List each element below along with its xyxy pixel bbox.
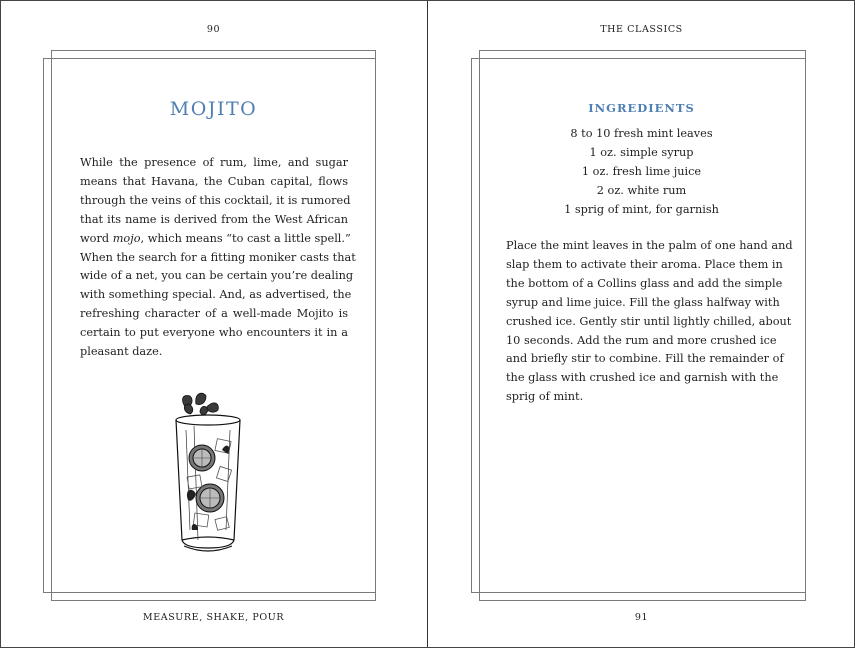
ingredient-item: 8 to 10 fresh mint leaves [570,127,713,140]
paragraph-line: crushed ice. Gently stir until lightly chilled, about [506,314,792,328]
paragraph-line: Place the mint leaves in the palm of one hand and [506,239,793,252]
paragraph-line: When the search for a fitting moniker casts that [80,250,356,264]
paragraph-line: pleasant daze. [80,345,163,359]
italic-word: mojo [112,231,141,245]
paragraph-line: and briefly stir to combine. Fill the remainder of [506,352,784,366]
paragraph-line: that its name is derived from the West African [80,212,348,226]
paragraph-line: the glass with crushed ice and garnish with the [506,371,779,385]
paragraph-line: word mojo, which means “to cast a little spell.” [80,231,351,245]
paragraph-line: 10 seconds. Add the rum and more crushed ice [506,333,777,347]
ingredients-heading: INGREDIENTS [588,101,695,115]
paragraph-line: through the veins of this cocktail, it is rumored [80,193,351,207]
ingredient-item: 2 oz. white rum [596,183,687,197]
ingredient-item: 1 oz. fresh lime juice [581,164,702,178]
paragraph-line: means that Havana, the Cuban capital, flows [80,174,348,188]
paragraph-line: certain to put everyone who encounters it in a [80,326,348,340]
paragraph-line: sprig of mint. [506,390,584,404]
running-header-right: THE CLASSICS [600,24,683,35]
paragraph-line: with something special. And, as advertised, the [80,288,352,302]
paragraph-line: slap them to activate their aroma. Place them in [506,257,783,271]
ingredient-item: 1 oz. simple syrup [589,145,694,159]
paragraph-line: While the presence of rum, lime, and sugar [80,156,348,169]
paragraph-line: the bottom of a Collins glass and add the simple [506,276,783,290]
ingredient-item: 1 sprig of mint, for garnish [564,202,719,216]
page-number-left: 90 [206,24,221,35]
paragraph-line: syrup and lime juice. Fill the glass halfway with [506,295,780,309]
page-number-right: 91 [634,612,649,623]
running-footer-left: MEASURE, SHAKE, POUR [142,612,285,623]
paragraph-line: wide of a net, you can be certain you’re dealing [80,269,354,283]
recipe-title: MOJITO [169,98,258,120]
paragraph-line: refreshing character of a well-made Mojito is [80,307,348,321]
